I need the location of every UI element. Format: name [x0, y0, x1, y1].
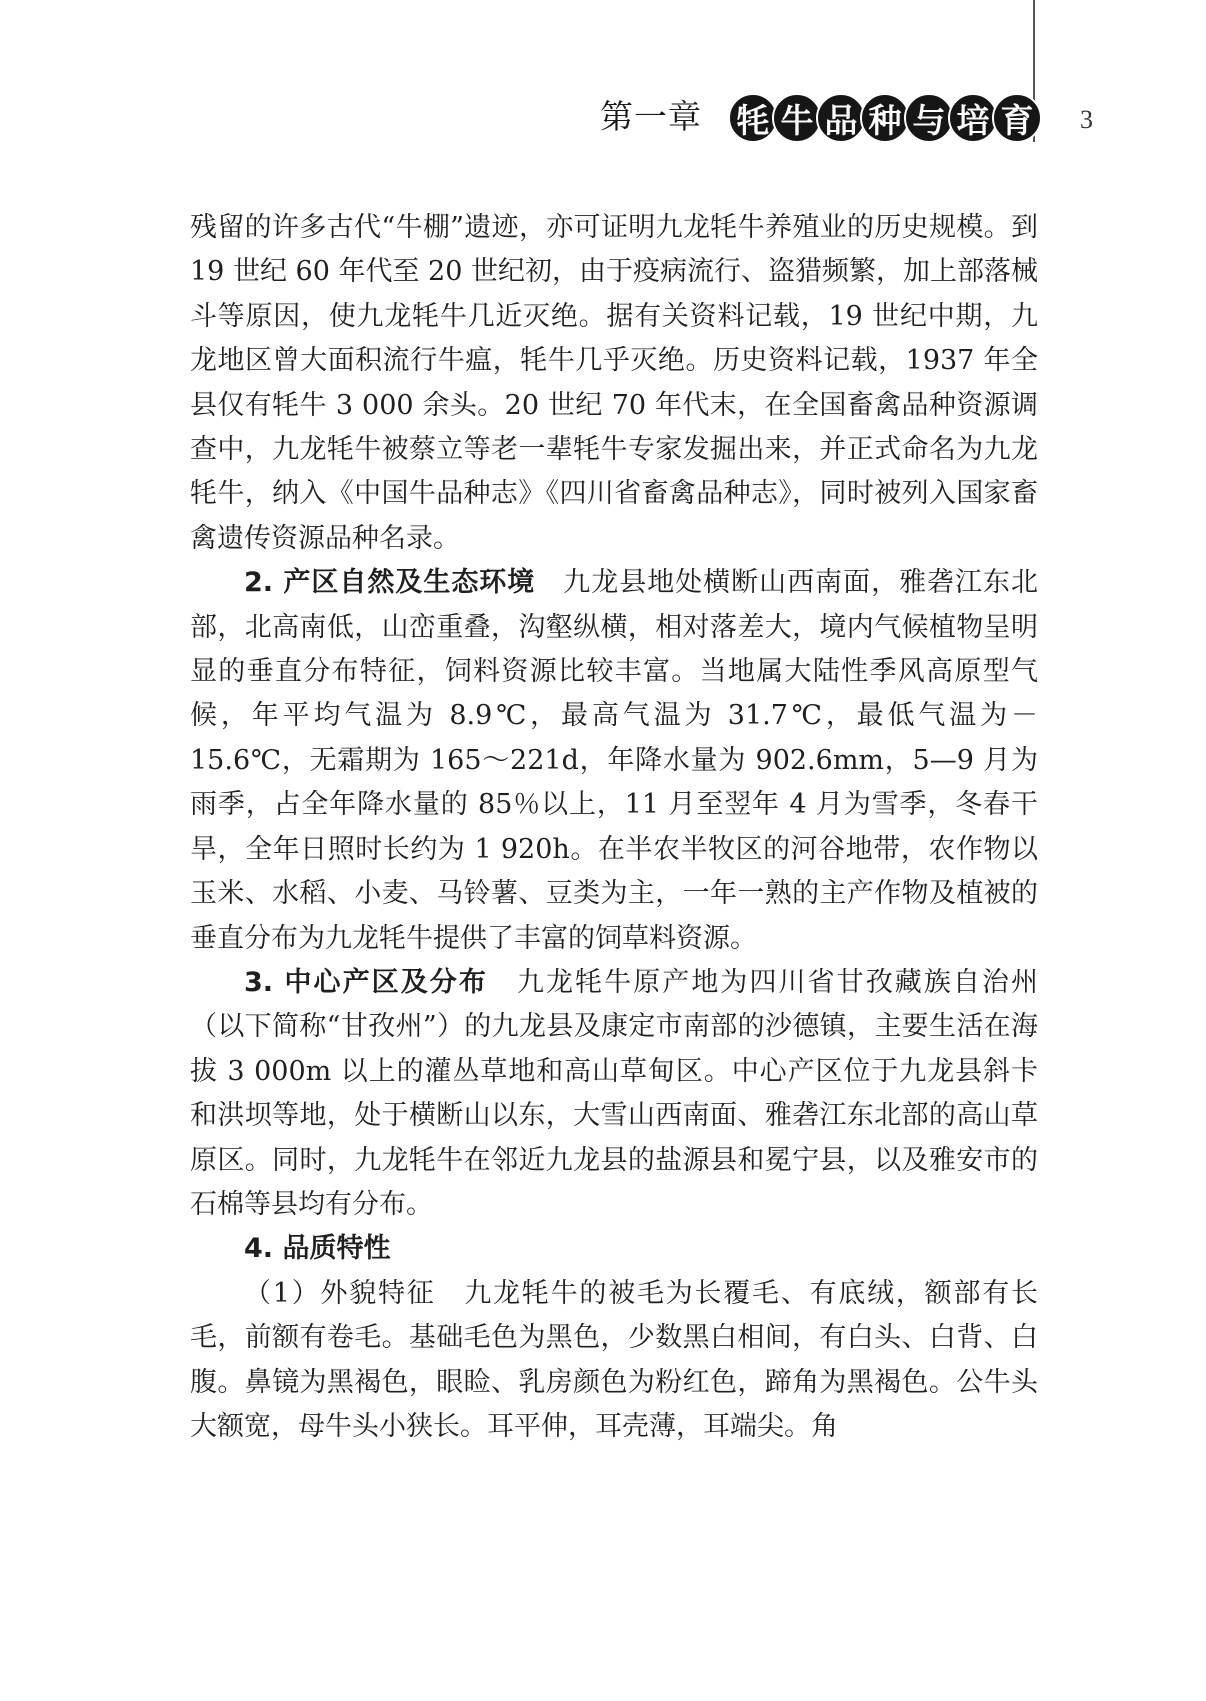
section-heading: 2. 产区自然及生态环境: [244, 567, 536, 599]
section-quality: [190, 1227, 1038, 1271]
section-text: 九龙县地处横断山西南面，雅砻江东北部，北高南低，山峦重叠，沟壑纵横，相对落差大，境内气候植物呈明显的垂直分布特征，饲料资源比较丰富。当地属大陆性季风高原型气候，年平均气温为 8.9℃，最高气温为 31.7℃，最低气温为－15.6℃，无霜期为 165～221d，年降水量为 902.6mm，5—9 月为雨季，占全年降水量的 85％以上，11 月至翌年 4 月为雪季，冬春干旱，全年日照时长约为 1 920h。在半农半牧区的河谷地带，农作物以玉米、水稻、小麦、马铃薯、豆类为主，一年一熟的主产作物及植被的垂直分布为九龙牦牛提供了丰富的饲草料资源。: [190, 567, 1038, 954]
subsection-label: （1）外貌特征: [244, 1277, 436, 1309]
title-char: 品: [816, 93, 866, 143]
section-text: 九龙牦牛原产地为四川省甘孜藏族自治州（以下简称“甘孜州”）的九龙县及康定市南部的沙德镇，主要生活在海拔 3 000m 以上的灌丛草地和高山草甸区。中心产区位于九龙县斜卡和洪坝等地，处于横断山以东，大雪山西南面、雅砻江东北部的高山草原区。同时，九龙牦牛在邻近九龙县的盐源县和冕宁县，以及雅安市的石棉等县均有分布。: [190, 966, 1038, 1220]
subsection-appearance: [190, 1272, 1038, 1450]
title-char: 与: [904, 93, 954, 143]
title-char: 育: [992, 93, 1042, 143]
title-char: 种: [860, 93, 910, 143]
title-char: 牦: [728, 93, 778, 143]
page-body: [190, 206, 1038, 1449]
paragraph-history: 残留的许多古代“牛棚”遗迹，亦可证明九龙牦牛养殖业的历史规模。到 19 世纪 60 年代至 20 世纪初，由于疫病流行、盗猎频繁，加上部落械斗等原因，使九龙牦牛几近灭绝。据有关资料记载，19 世纪中期，九龙地区曾大面积流行牛瘟，牦牛几乎灭绝。历史资料记载，1937 年全县仅有牦牛 3 000 余头。20 世纪 70 年代末，在全国畜禽品种资源调查中，九龙牦牛被蔡立等老一辈牦牛专家发掘出来，并正式命名为九龙牦牛，纳入《中国牛品种志》《四川省畜禽品种志》，同时被列入国家畜禽遗传资源品种名录。: [190, 212, 1038, 554]
chapter-title: [728, 94, 1036, 142]
page-number: 3: [1080, 105, 1093, 134]
chapter-label: 第一章: [600, 97, 702, 136]
subsection-text: 九龙牦牛的被毛为长覆毛、有底绒，额部有长毛，前额有卷毛。基础毛色为黑色，少数黑白相间，有白头、白背、白腹。鼻镜为黑褐色，眼睑、乳房颜色为粉红色，蹄角为黑褐色。公牛头大额宽，母牛头小狭长。耳平伸，耳壳薄，耳端尖。角: [190, 1277, 1038, 1442]
section-distribution: [190, 961, 1038, 1227]
title-char: 牛: [772, 93, 822, 143]
section-environment: [190, 561, 1038, 961]
section-heading: 3. 中心产区及分布: [244, 966, 488, 998]
section-heading: 4. 品质特性: [244, 1233, 391, 1265]
title-char: 培: [948, 93, 998, 143]
